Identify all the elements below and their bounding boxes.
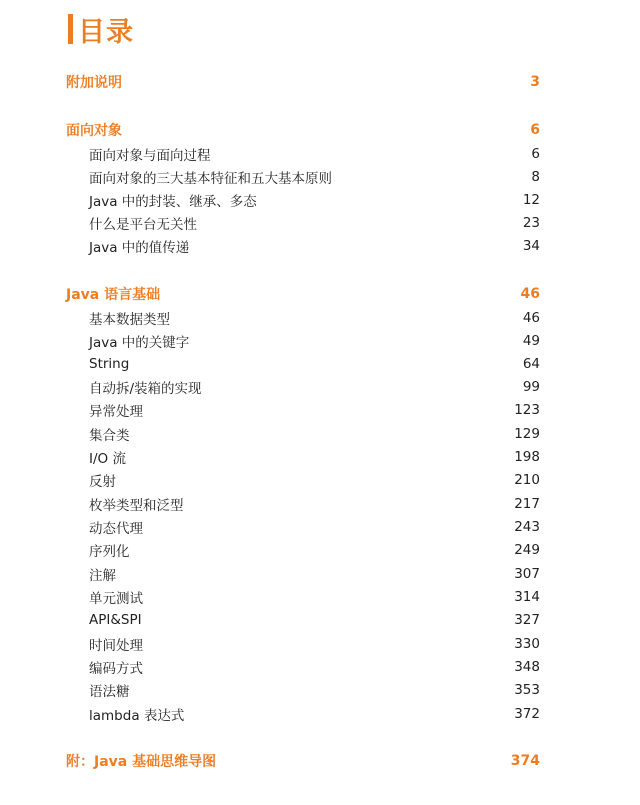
toc-item[interactable] <box>0 353 640 375</box>
toc-item-label: String <box>89 356 130 372</box>
toc-item-page: 330 <box>514 636 540 652</box>
toc-section-mind-map[interactable] <box>0 750 640 772</box>
toc-section-page: 46 <box>520 286 540 302</box>
toc-item-page: 64 <box>522 356 540 372</box>
toc-section-java-basics[interactable] <box>0 283 640 305</box>
toc-item-page: 23 <box>522 215 540 231</box>
toc-item[interactable] <box>0 469 640 491</box>
toc-item[interactable] <box>0 703 640 725</box>
toc-item-label: Java 中的关键字 <box>89 335 190 351</box>
toc-heading <box>68 10 134 48</box>
toc-item-page: 99 <box>522 379 540 395</box>
toc-item[interactable] <box>0 516 640 538</box>
toc-section-label: 附：Java 基础思维导图 <box>66 754 217 770</box>
toc-item-page: 307 <box>514 566 540 582</box>
toc-item-page: 34 <box>522 238 540 254</box>
toc-item[interactable] <box>0 212 640 234</box>
toc-item-page: 217 <box>514 496 540 512</box>
toc-item[interactable] <box>0 166 640 188</box>
toc-item[interactable] <box>0 399 640 421</box>
toc-item-page: 8 <box>531 169 540 185</box>
toc-item-label: lambda 表达式 <box>89 708 185 724</box>
toc-item[interactable] <box>0 539 640 561</box>
toc-section-oop[interactable] <box>0 119 640 141</box>
toc-item-page: 210 <box>514 472 540 488</box>
toc-section-label: Java 语言基础 <box>66 287 161 303</box>
toc-item-page: 6 <box>531 146 540 162</box>
toc-item[interactable] <box>0 679 640 701</box>
toc-item-page: 249 <box>514 542 540 558</box>
toc-item-page: 353 <box>514 682 540 698</box>
toc-item[interactable] <box>0 493 640 515</box>
toc-item-label: 基本数据类型 <box>89 312 170 328</box>
toc-item[interactable] <box>0 633 640 655</box>
toc-section-appendix-note[interactable] <box>0 71 640 93</box>
toc-item-label: 枚举类型和泛型 <box>89 498 184 514</box>
toc-item[interactable] <box>0 143 640 165</box>
toc-section-label: 面向对象 <box>66 123 122 139</box>
toc-item-label: Java 中的封装、继承、多态 <box>89 194 257 210</box>
toc-item[interactable] <box>0 189 640 211</box>
toc-item-label: 序列化 <box>89 544 130 560</box>
toc-section-page: 374 <box>510 753 540 769</box>
toc-item-label: I/O 流 <box>89 451 126 467</box>
toc-item[interactable] <box>0 609 640 631</box>
heading-accent-bar <box>68 14 73 44</box>
toc-item[interactable] <box>0 330 640 352</box>
toc-item[interactable] <box>0 423 640 445</box>
toc-section-page: 3 <box>530 74 540 90</box>
toc-item-label: 集合类 <box>89 428 130 444</box>
toc-item-page: 348 <box>514 659 540 675</box>
toc-item-label: 动态代理 <box>89 521 143 537</box>
toc-item[interactable] <box>0 235 640 257</box>
toc-item-label: 时间处理 <box>89 638 143 654</box>
toc-section-label: 附加说明 <box>66 75 122 91</box>
toc-item-label: 反射 <box>89 474 116 490</box>
toc-item-label: Java 中的值传递 <box>89 240 190 256</box>
toc-item[interactable] <box>0 446 640 468</box>
toc-item-label: 语法糖 <box>89 684 130 700</box>
toc-item-label: API&SPI <box>89 612 142 628</box>
toc-item-page: 314 <box>514 589 540 605</box>
toc-item-page: 372 <box>514 706 540 722</box>
toc-item-page: 123 <box>514 402 540 418</box>
toc-item-page: 12 <box>522 192 540 208</box>
toc-item-page: 49 <box>522 333 540 349</box>
toc-item-label: 自动拆/装箱的实现 <box>89 381 202 397</box>
page-title: 目录 <box>78 16 134 48</box>
toc-item-label: 面向对象的三大基本特征和五大基本原则 <box>89 171 332 187</box>
toc-item[interactable] <box>0 376 640 398</box>
toc-section-page: 6 <box>530 122 540 138</box>
toc-item[interactable] <box>0 307 640 329</box>
toc-item[interactable] <box>0 586 640 608</box>
toc-item-page: 129 <box>514 426 540 442</box>
toc-item-page: 243 <box>514 519 540 535</box>
toc-item-label: 单元测试 <box>89 591 143 607</box>
toc-item-label: 注解 <box>89 568 116 584</box>
toc-item-label: 编码方式 <box>89 661 143 677</box>
toc-item[interactable] <box>0 563 640 585</box>
toc-item-label: 什么是平台无关性 <box>89 217 197 233</box>
toc-item-label: 面向对象与面向过程 <box>89 148 211 164</box>
toc-item-page: 327 <box>514 612 540 628</box>
toc-item[interactable] <box>0 656 640 678</box>
toc-item-page: 198 <box>514 449 540 465</box>
toc-item-label: 异常处理 <box>89 404 143 420</box>
toc-item-page: 46 <box>522 310 540 326</box>
